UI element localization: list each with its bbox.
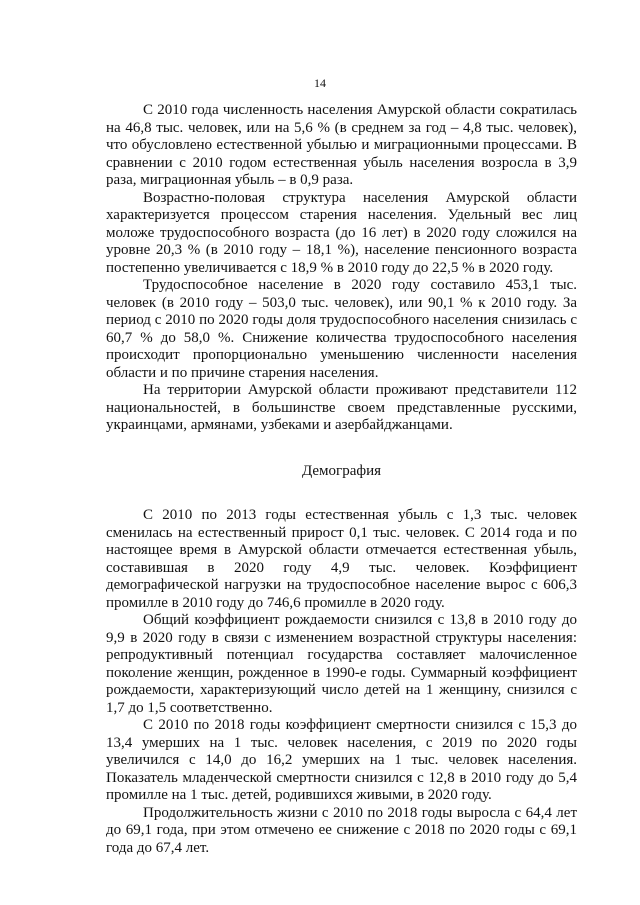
- page-number: 14: [314, 76, 326, 90]
- paragraph: Трудоспособное население в 2020 году составило 453,1 тыс. человек (в 2010 году – 503,0 тыс. человек), или 90,1 % к 2010 году. За период с 2010 по 2020 годы доля трудоспособного населения снизилась с 60,7 % до 58,0 %. Снижение количества трудоспособного населения происходит пропорционально уменьшению численности населения области и по причине старения населения.: [106, 277, 577, 381]
- paragraph: На территории Амурской области проживают представители 112 национальностей, в большинстве своем представленные русскими, украинцами, армянами, узбеками и азербайджанцами.: [106, 382, 577, 433]
- paragraph: Возрастно-половая структура населения Амурской области характеризуется процессом старения населения. Удельный вес лиц моложе трудоспособного возраста (до 16 лет) в 2020 году сложился на уровне 20,3 % (в 2010 году – 18,1 %), население пенсионного возраста постепенно увеличивается с 18,9 % в 2010 году до 22,5 % в 2020 году.: [106, 189, 577, 276]
- section-heading: Демография: [301, 462, 382, 479]
- paragraph: С 2010 по 2013 годы естественная убыль с 1,3 тыс. человек сменилась на естественный прирост 0,1 тыс. человек. С 2014 года и по настоящее время в Амурской области отмечается естественная убыль, составившая в 2020 году 4,9 тыс. человек. Коэффициент демографической нагрузки на трудоспособное население вырос с 606,3 промилле в 2010 году до 746,6 промилле в 2020 году.: [106, 507, 577, 611]
- paragraph: Продолжительность жизни с 2010 по 2018 годы выросла с 64,4 лет до 69,1 года, при этом отмечено ее снижение с 2018 по 2020 годы с 69,1 года до 67,4 лет.: [106, 804, 577, 856]
- paragraph: С 2010 года численность населения Амурской области сократилась на 46,8 тыс. человек, или на 5,6 % (в среднем за год – 4,8 тыс. человек), что обусловлено естественной убылью и миграционными процессами. В сравнении с 2010 годом естественная убыль населения возросла в 3,9 раза, миграционная убыль – в 0,9 раза.: [106, 102, 577, 188]
- paragraph: С 2010 по 2018 годы коэффициент смертности снизился с 15,3 до 13,4 умерших на 1 тыс. человек населения, с 2019 по 2020 годы увеличился с 14,0 до 16,2 умерших на 1 тыс. человек населения. Показатель младенческой смертности снизился с 12,8 в 2010 году до 5,4 промилле на 1 тыс. детей, родившихся живыми, в 2020 году.: [106, 717, 577, 803]
- document-body: [106, 102, 577, 857]
- paragraph: Общий коэффициент рождаемости снизился с 13,8 в 2010 году до 9,9 в 2020 году в связи с изменением возрастной структуры населения: репродуктивный потенциал государства составляет малочисленное поколение женщин, рожденное в 1990-е годы. Суммарный коэффициент рождаемости, характеризующий число детей на 1 женщину, снизился с 1,7 до 1,5 соответственно.: [106, 612, 577, 716]
